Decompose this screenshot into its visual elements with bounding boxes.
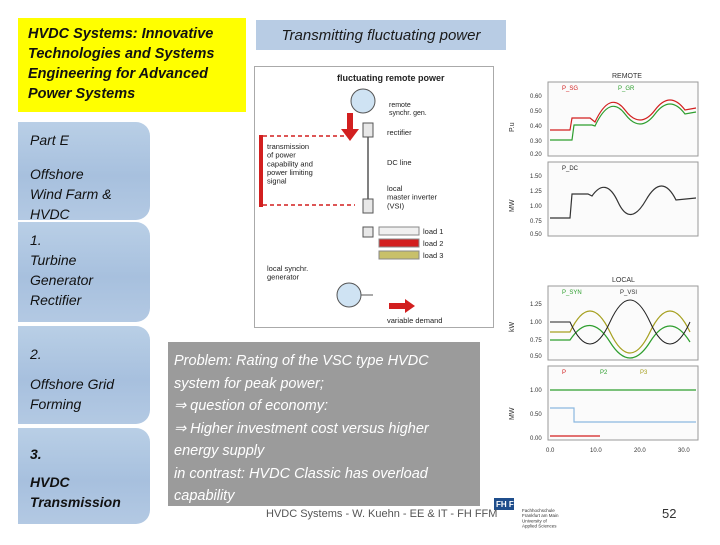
- nav-item-3-line-1: HVDC: [30, 474, 70, 490]
- plot-legend-p-gr: P_GR: [618, 86, 635, 92]
- plot-legend-p-sg: P_SG: [562, 86, 579, 92]
- plot-tick-top-3: 0.30: [530, 139, 542, 145]
- diagram-dc-line: DC line: [387, 158, 412, 167]
- diagram-inverter: local master inverter (VSI): [387, 184, 438, 211]
- plot-tick-top-2: 0.40: [530, 124, 542, 130]
- load-1-icon: [379, 227, 419, 235]
- simulation-plots: [500, 70, 710, 460]
- plot-tick-top-1: 0.50: [530, 109, 542, 115]
- nav-part-e[interactable]: [18, 122, 150, 220]
- module-title-box: [18, 18, 246, 112]
- demand-arrowhead-icon: [405, 299, 415, 313]
- nav-item-2-line-2: Forming: [30, 396, 82, 412]
- plot-legend-p2: P2: [600, 370, 608, 376]
- load-2-icon: [379, 239, 419, 247]
- nav-item-1-line-1: Turbine: [30, 252, 77, 268]
- plot-xtick-0: 0.0: [546, 448, 555, 454]
- diagram-load-3: load 3: [423, 251, 444, 260]
- plot-ylabel-mw: MW: [509, 199, 516, 212]
- problem-statement-box: [168, 342, 480, 506]
- plot-xtick-2: 20.0: [634, 448, 646, 454]
- plot-xtick-1: 10.0: [590, 448, 602, 454]
- plot-ylabel-pu: P.u: [509, 122, 516, 132]
- diagram-rectifier: rectifier: [387, 128, 412, 137]
- nav-item-2-number: 2.: [30, 346, 42, 362]
- nav-topic-line-2: Wind Farm &: [30, 186, 112, 202]
- plot-tick-low-2: 0.75: [530, 338, 542, 344]
- plot-tick-mid-3: 0.75: [530, 219, 542, 225]
- diagram-transmission: transmission of power capability and power limiting signal: [267, 142, 313, 186]
- load-3-icon: [379, 251, 419, 259]
- signal-bar-icon: [259, 135, 263, 207]
- plot-legend-p: P: [562, 370, 567, 376]
- rectifier-icon: [363, 123, 373, 137]
- plot-legend-p3: P3: [640, 370, 648, 376]
- plot-tick-low-1: 1.00: [530, 320, 542, 326]
- plot-legend-p-vsi: P_VSI: [620, 290, 638, 296]
- plot-tick-mid-0: 1.50: [530, 174, 542, 180]
- page-number: 52: [662, 506, 677, 521]
- remote-generator-icon: [351, 89, 375, 113]
- logo-subtitle: Fachhochschule Frankfurt am Main University of Applied Sciences: [522, 508, 559, 529]
- nav-item-2-line-1: Offshore Grid: [30, 376, 115, 392]
- problem-statement: Problem: Rating of the VSC type HVDC system for peak power; ⇒ question of economy: ⇒ Higher investment cost versus higher energy supply in contrast: HVDC Classic has overload capability: [174, 353, 429, 504]
- plot-tick-low-3: 0.50: [530, 354, 542, 360]
- plot-loads-frame: [548, 366, 698, 440]
- nav-topic-line-1: Offshore: [30, 166, 84, 182]
- demand-arrow-icon: [389, 303, 405, 309]
- local-generator-icon: [337, 283, 361, 307]
- footer-text: HVDC Systems - W. Kuehn - EE & IT - FH FFM: [266, 508, 498, 520]
- plot-tick-top-4: 0.20: [530, 152, 542, 158]
- plot-tick-bot-2: 0.00: [530, 436, 542, 442]
- slide-title-box: [256, 20, 506, 50]
- plot-tick-mid-2: 1.00: [530, 204, 542, 210]
- plot-tick-low-0: 1.25: [530, 302, 542, 308]
- system-diagram-svg: [255, 67, 495, 329]
- plot-local-label: LOCAL: [612, 277, 635, 284]
- nav-item-3-number: 3.: [30, 446, 42, 462]
- nav-topic-line-3: HVDC: [30, 206, 70, 222]
- university-logo: [494, 496, 564, 540]
- plot-ylabel-mw-2: MW: [509, 407, 516, 420]
- plot-remote-label: REMOTE: [612, 73, 642, 80]
- plot-legend-p-syn: P_SYN: [562, 290, 582, 296]
- university-logo-svg: [494, 496, 564, 540]
- plot-tick-mid-4: 0.50: [530, 232, 542, 238]
- logo-name: FH FFM: [496, 500, 526, 509]
- diagram-variable-demand: variable demand: [387, 316, 443, 325]
- nav-item-1-number: 1.: [30, 232, 42, 248]
- module-title: HVDC Systems: Innovative Technologies and Systems Engineering for Advanced Power Systems: [28, 26, 215, 102]
- diagram-heading: fluctuating remote power: [337, 73, 445, 83]
- slide-title: Transmitting fluctuating power: [281, 26, 481, 44]
- remote-power-arrowhead-icon: [341, 129, 359, 141]
- nav-item-1-line-3: Rectifier: [30, 292, 82, 308]
- inverter-icon: [363, 199, 373, 213]
- nav-item-1[interactable]: [18, 222, 150, 322]
- diagram-local-gen: local synchr. generator: [267, 264, 309, 282]
- diagram-load-2: load 2: [423, 239, 444, 248]
- nav-item-1-line-2: Generator: [30, 272, 94, 288]
- plot-ylabel-kw: kW: [509, 321, 516, 332]
- nav-item-2[interactable]: [18, 326, 150, 424]
- nav-item-3-line-2: Transmission: [30, 494, 121, 510]
- diagram-remote-gen: remote synchr. gen.: [389, 102, 427, 118]
- plot-tick-mid-1: 1.25: [530, 189, 542, 195]
- plot-tick-top-0: 0.60: [530, 94, 542, 100]
- plot-xtick-3: 30.0: [678, 448, 690, 454]
- transformer-icon: [363, 227, 373, 237]
- nav-part-label: Part E: [30, 132, 69, 148]
- simulation-plots-svg: [500, 70, 710, 460]
- diagram-load-1: load 1: [423, 227, 444, 236]
- plot-remote-power-frame: [548, 82, 698, 156]
- system-diagram: [254, 66, 494, 328]
- plot-tick-bot-0: 1.00: [530, 388, 542, 394]
- nav-item-3[interactable]: [18, 428, 150, 524]
- plot-legend-p-dc: P_DC: [562, 166, 579, 172]
- plot-tick-bot-1: 0.50: [530, 412, 542, 418]
